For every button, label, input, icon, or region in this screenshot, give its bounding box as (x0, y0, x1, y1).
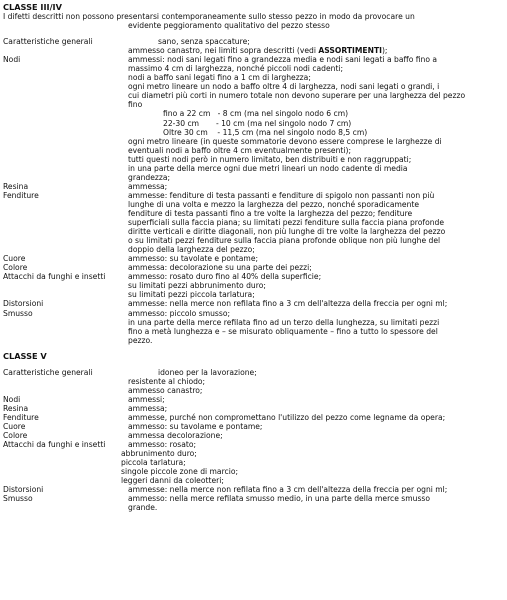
v-caratteristiche-line: resistente al chiodo; (128, 376, 206, 386)
smusso-line: in una parte della merce refilata fino ad un terzo della lunghezza, su limitati pezzi (128, 317, 440, 327)
attacchi-label: Attacchi da funghi e insetti (3, 272, 106, 282)
nodi-line: massimo 4 cm di larghezza, nonché piccoli nodi cadenti; (128, 64, 344, 74)
resina-value: ammessa; (128, 181, 168, 191)
distorsioni-label: Distorsioni (3, 299, 44, 309)
v-attacchi-line: singole piccole zone di marcio; (121, 467, 239, 477)
v-resina-label: Resina (3, 403, 29, 413)
v-smusso-line: ammesso: nella merce refilata smusso medio, in una parte della merce smusso (128, 494, 431, 504)
v-attacchi-row (3, 440, 505, 449)
intro-line-1: I difetti descritti non possono presentarsi contemporaneamente sullo stesso pezzo in modo da provocare un (3, 12, 415, 21)
v-caratteristiche-line: ammesso canastro; (128, 385, 203, 395)
resina-label: Resina (3, 181, 29, 191)
cuore-row (3, 254, 505, 263)
distorsioni-value: ammesse: nella merce non refilata fino a 3 cm dell'altezza della freccia per ogni ml; (128, 299, 448, 309)
nodi-line: tutti questi nodi però in numero limitato, ben distribuiti e non raggruppati; (128, 154, 412, 164)
nodi-line: ammessi: nodi sani legati fino a grandezza media e nodi sani legati a baffo fino a (128, 55, 438, 65)
v-colore-row (3, 431, 505, 440)
v-resina-value: ammessa; (128, 403, 168, 413)
nodi-line: ogni metro lineare un nodo a baffo oltre 4 di larghezza, nodi sani legati o grandi, i (128, 82, 440, 92)
smusso-line: fino a metà lunghezza e – se misurato obliquamente – fino a tutto lo spessore del (128, 326, 438, 336)
v-fenditure-row (3, 413, 505, 422)
smusso-label: Smusso (3, 308, 33, 318)
nodi-line: grandezza; (128, 172, 171, 182)
v-colore-label: Colore (3, 431, 28, 441)
cuore-label: Cuore (3, 254, 26, 264)
caratteristiche-value-2: ammesso canastro, nei limiti sopra descritti (vedi ASSORTIMENTI); (128, 46, 388, 56)
colore-value: ammessa: decolorazione su una parte dei pezzi; (128, 263, 312, 273)
caratteristiche-value-1: sano, senza spaccature; (158, 37, 250, 47)
intro-line-2: evidente peggioramento qualitativo del pezzo stesso (128, 21, 330, 31)
v-smusso-row (3, 494, 505, 503)
v-distorsioni-label: Distorsioni (3, 485, 44, 495)
nodi-line: in una parte della merce ogni due metri lineari un nodo cadente di media (128, 163, 408, 173)
fenditure-line: diritte verticali e diritte diagonali, non più lunghe di tre volte la larghezza del pezzo (128, 227, 446, 237)
attacchi-line: su limitati pezzi piccola tarlatura; (128, 290, 255, 300)
colore-label: Colore (3, 263, 28, 273)
v-cuore-value: ammesso: su tavolame e pontame; (128, 421, 263, 431)
fenditure-label: Fenditure (3, 190, 39, 200)
v-nodi-value: ammessi; (128, 394, 165, 404)
v-smusso-line: grande. (128, 503, 158, 513)
v-caratteristiche-row (3, 368, 505, 377)
attacchi-line: ammesso: rosato duro fino al 40% della superficie; (128, 272, 322, 282)
nodi-label: Nodi (3, 55, 21, 65)
v-nodi-label: Nodi (3, 394, 21, 404)
fenditure-line: o su limitati pezzi fenditure sulla faccia piana profonde oblique non più lunghe del (128, 236, 441, 246)
smusso-row (3, 309, 505, 318)
v-fenditure-value: ammesse, purché non compromettano l'utilizzo del pezzo come legname da opera; (128, 412, 446, 422)
nodi-line: cui diametri più corti in numero totale non devono superare per una larghezza del pezzo (128, 91, 466, 101)
v-attacchi-line: leggeri danni da coleotteri; (121, 476, 224, 486)
v-colore-value: ammessa decolorazione; (128, 431, 223, 441)
nodi-table-row: 22-30 cm - 10 cm (ma nel singolo nodo 7 cm) (163, 118, 352, 128)
section-title-classe-3-4: CLASSE III/IV (3, 2, 62, 12)
colore-row (3, 263, 505, 272)
nodi-table-row: fino a 22 cm - 8 cm (ma nel singolo nodo 6 cm) (163, 109, 349, 119)
v-attacchi-line: ammesso: rosato; (128, 440, 197, 450)
attacchi-row (3, 272, 505, 281)
smusso-line: pezzo. (128, 335, 153, 345)
fenditure-line: fenditure di testa passanti fino a tre volte la larghezza del pezzo; fenditure (128, 208, 413, 218)
nodi-table-row: Oltre 30 cm - 11,5 cm (ma nel singolo nodo 8,5 cm) (163, 127, 368, 137)
resina-row (3, 182, 505, 191)
attacchi-line: su limitati pezzi abbrunimento duro; (128, 281, 266, 291)
section-title-classe-5: CLASSE V (3, 350, 47, 361)
v-attacchi-line: piccola tarlatura; (121, 458, 186, 468)
v-distorsioni-value: ammesse: nella merce non refilata fino a 3 cm dell'altezza della freccia per ogni ml; (128, 485, 448, 495)
fenditure-line: superficiali sulla faccia piana; su limitati pezzi fenditure sulla faccia piana profonde (128, 218, 445, 228)
nodi-line: nodi a baffo sani legati fino a 1 cm di larghezza; (128, 73, 311, 83)
nodi-line: fino (128, 100, 143, 110)
v-attacchi-label: Attacchi da funghi e insetti (3, 440, 106, 450)
nodi-line: ogni metro lineare (in queste sommatorie devono essere comprese le larghezze di (128, 136, 442, 146)
fenditure-line: lunghe di una volta e mezzo la larghezza del pezzo, nonché sporadicamente (128, 199, 420, 209)
nodi-line: eventuali nodi a baffo oltre 4 cm eventualmente presenti); (128, 145, 352, 155)
v-cuore-row (3, 422, 505, 431)
v-attacchi-line: abbrunimento duro; (121, 449, 197, 459)
v-nodi-row (3, 395, 505, 404)
v-fenditure-label: Fenditure (3, 412, 39, 422)
nodi-row (3, 55, 505, 64)
v-caratteristiche-label: Caratteristiche generali (3, 367, 93, 377)
caratteristiche-label: Caratteristiche generali (3, 37, 93, 47)
fenditure-line: ammesse: fenditure di testa passanti e fenditure di spigolo non passanti non più (128, 190, 435, 200)
caratteristiche-row (3, 37, 505, 46)
fenditure-row (3, 191, 505, 200)
v-cuore-label: Cuore (3, 421, 26, 431)
v-distorsioni-row (3, 485, 505, 494)
document (3, 2, 505, 512)
fenditure-line: doppio della larghezza del pezzo; (128, 245, 255, 255)
cuore-value: ammesso: su tavolate e pontame; (128, 254, 259, 264)
v-smusso-label: Smusso (3, 494, 33, 504)
v-caratteristiche-line: idoneo per la lavorazione; (158, 367, 257, 377)
smusso-line: ammesso: piccolo smusso; (128, 308, 231, 318)
distorsioni-row (3, 299, 505, 308)
v-resina-row (3, 404, 505, 413)
